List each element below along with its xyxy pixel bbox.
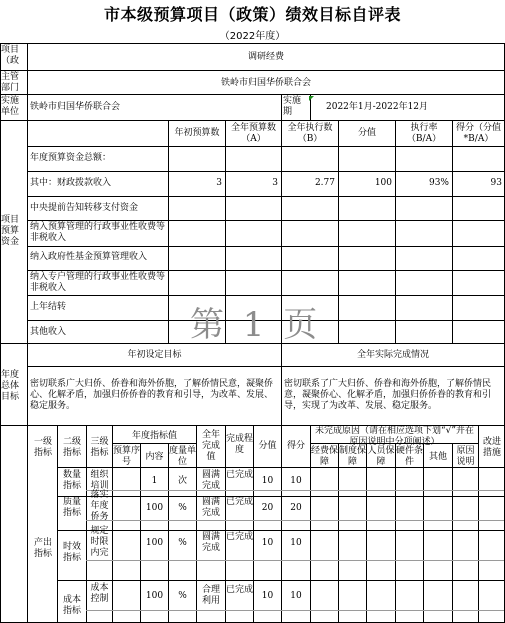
ind-header-reason: 未完成原因（请在相应选项下划“√”并在原因说明中分项阐述）	[315, 426, 474, 447]
ind-header-content: 内容	[145, 452, 164, 462]
table-row-4-level3: 成本控制	[90, 583, 109, 604]
ind-header-other: 其他	[428, 452, 447, 462]
table-row-1-score: 10	[261, 476, 274, 486]
table-row-2-level3: 落实年度侨务	[90, 490, 109, 522]
dept-value: 铁岭市归国华侨联合会	[220, 78, 311, 88]
form-title: 市本级预算项目（政策）绩效目标自评表	[103, 5, 401, 24]
ind-header-unit: 度量单位	[169, 446, 197, 467]
period-value: 2022年1月-2022年12月	[326, 102, 429, 112]
table-row-3-degree: 已完成	[226, 532, 254, 542]
table-row-4-earned: 10	[290, 591, 302, 601]
ind-header-level3: 三级指标	[90, 437, 109, 458]
table-row-2-degree: 已完成	[226, 497, 254, 507]
funds-row-govfund: 纳入政府性基金预算管理收入	[30, 252, 148, 262]
table-row-2-earned: 20	[290, 503, 302, 513]
header-initial-budget: 年初预算数	[174, 128, 220, 138]
table-row-4-content: 100	[145, 591, 164, 601]
table-row-1-degree: 已完成	[226, 470, 254, 480]
header-executed: 全年执行数（B）	[287, 123, 333, 144]
header-rate: 执行率（B/A）	[406, 123, 442, 144]
ind-header-completion: 全年完成值	[201, 430, 220, 462]
table-row-3-earned: 10	[290, 538, 302, 548]
page-watermark: 第 1 页	[190, 305, 322, 345]
ind-header-funding: 经费保障	[311, 446, 339, 467]
goals-initial-header: 年初设定目标	[127, 350, 182, 360]
ind-header-degree: 完成程度	[226, 434, 254, 455]
fiscal-initial: 3	[216, 178, 222, 188]
funds-row-total: 年度预算资金总额：	[30, 153, 112, 163]
table-row-4-level2: 成本指标	[62, 595, 81, 616]
table-row-2-level2: 质量指标	[62, 497, 81, 518]
ind-header-explanation: 原因说明	[456, 446, 475, 467]
funds-section-label: 项目预算资金	[1, 215, 20, 247]
fiscal-score: 100	[374, 178, 392, 188]
table-row-4-degree: 已完成	[226, 585, 254, 595]
table-row-3-completion: 圆满完成	[201, 532, 220, 553]
table-row-4-score: 10	[261, 591, 274, 601]
ind-header-annual-value: 年度指标值	[131, 431, 177, 441]
ind-header-level2: 二级指标	[62, 437, 81, 458]
fiscal-rate: 93%	[428, 178, 449, 188]
fiscal-earned: 93	[490, 178, 502, 188]
funds-row-carryover: 上年结转	[30, 302, 67, 312]
funds-row-special: 纳入专户管理的行政事业性收费等非税收入	[30, 272, 166, 293]
form-year: （2022年度）	[219, 31, 286, 42]
table-row-3-content: 100	[145, 538, 164, 548]
ind-header-system: 制度保障	[339, 446, 367, 467]
funds-row-central: 中央提前告知转移支付资金	[30, 203, 139, 213]
table-row-3-level2: 时效指标	[62, 542, 81, 563]
fiscal-executed: 2.77	[314, 178, 335, 188]
table-row-4-unit: %	[178, 591, 187, 601]
table-row-2-completion: 圆满完成	[201, 497, 220, 518]
funds-row-nontax: 纳入预算管理的行政事业性收费等非税收入	[30, 222, 166, 243]
table-row-3-unit: %	[178, 538, 187, 548]
period-label: 实施期	[283, 96, 302, 117]
project-name: 调研经费	[247, 52, 284, 62]
goals-actual-header: 全年实际完成情况	[356, 350, 429, 360]
table-row-4-completion: 合理利用	[201, 585, 220, 606]
fiscal-annual: 3	[272, 178, 278, 188]
table-row-2-unit: %	[178, 503, 187, 513]
ind-header-hardware: 硬件条件	[396, 446, 424, 467]
table-row-1-unit: 次	[177, 476, 187, 486]
project-label: 项目（政	[1, 45, 20, 66]
table-row-3-level3: 规定时限内完	[90, 526, 109, 558]
table-row-1-content: 1	[151, 476, 158, 486]
unit-value: 铁岭市归国华侨联合会	[30, 102, 121, 112]
dept-label: 主管部门	[1, 72, 20, 93]
table-row-1-level3: 组织培训	[90, 470, 109, 491]
table-row-1-completion: 圆满完成	[201, 470, 220, 491]
header-score: 分值	[357, 128, 376, 138]
ind-header-budget-no: 预算序号	[113, 446, 141, 467]
goals-initial-text: 密切联系广大归侨、侨眷和海外侨胞，了解侨情民意，凝聚侨心、化解矛盾，加强归侨侨眷的教育和引导，为改革、发展、稳定服务。	[30, 379, 274, 411]
funds-row-fiscal: 其中：财政拨款收入	[30, 178, 112, 188]
ind-header-level1: 一级指标	[33, 437, 52, 458]
table-row-2-content: 100	[145, 503, 164, 513]
header-annual-budget: 全年预算数（A）	[230, 123, 276, 144]
goals-actual-text: 密切联系了广大归侨、侨眷和海外侨胞，了解侨情民意，凝聚侨心、化解矛盾，加强归侨侨眷的教育和引导，实现了为改革、发展、稳定服务。	[284, 379, 492, 411]
ind-header-staff: 人员保障	[367, 446, 395, 467]
ind-header-score: 分值	[258, 441, 277, 451]
table-row-2-score: 20	[261, 503, 274, 513]
goals-section-label: 年度总体目标	[1, 370, 20, 402]
cell-comment-marker	[309, 96, 314, 101]
table-row-1-earned: 10	[290, 476, 302, 486]
table-row-3-score: 10	[261, 538, 274, 548]
header-earned: 得分（分值*B/A）	[455, 123, 501, 144]
ind-header-improve: 改进措施	[482, 437, 501, 458]
ind-group-output: 产出指标	[33, 538, 52, 559]
funds-row-other: 其他收入	[30, 327, 67, 337]
unit-label: 实施单位	[1, 96, 20, 117]
ind-header-earned: 得分	[286, 441, 305, 451]
table-row-1-level2: 数量指标	[62, 470, 81, 491]
